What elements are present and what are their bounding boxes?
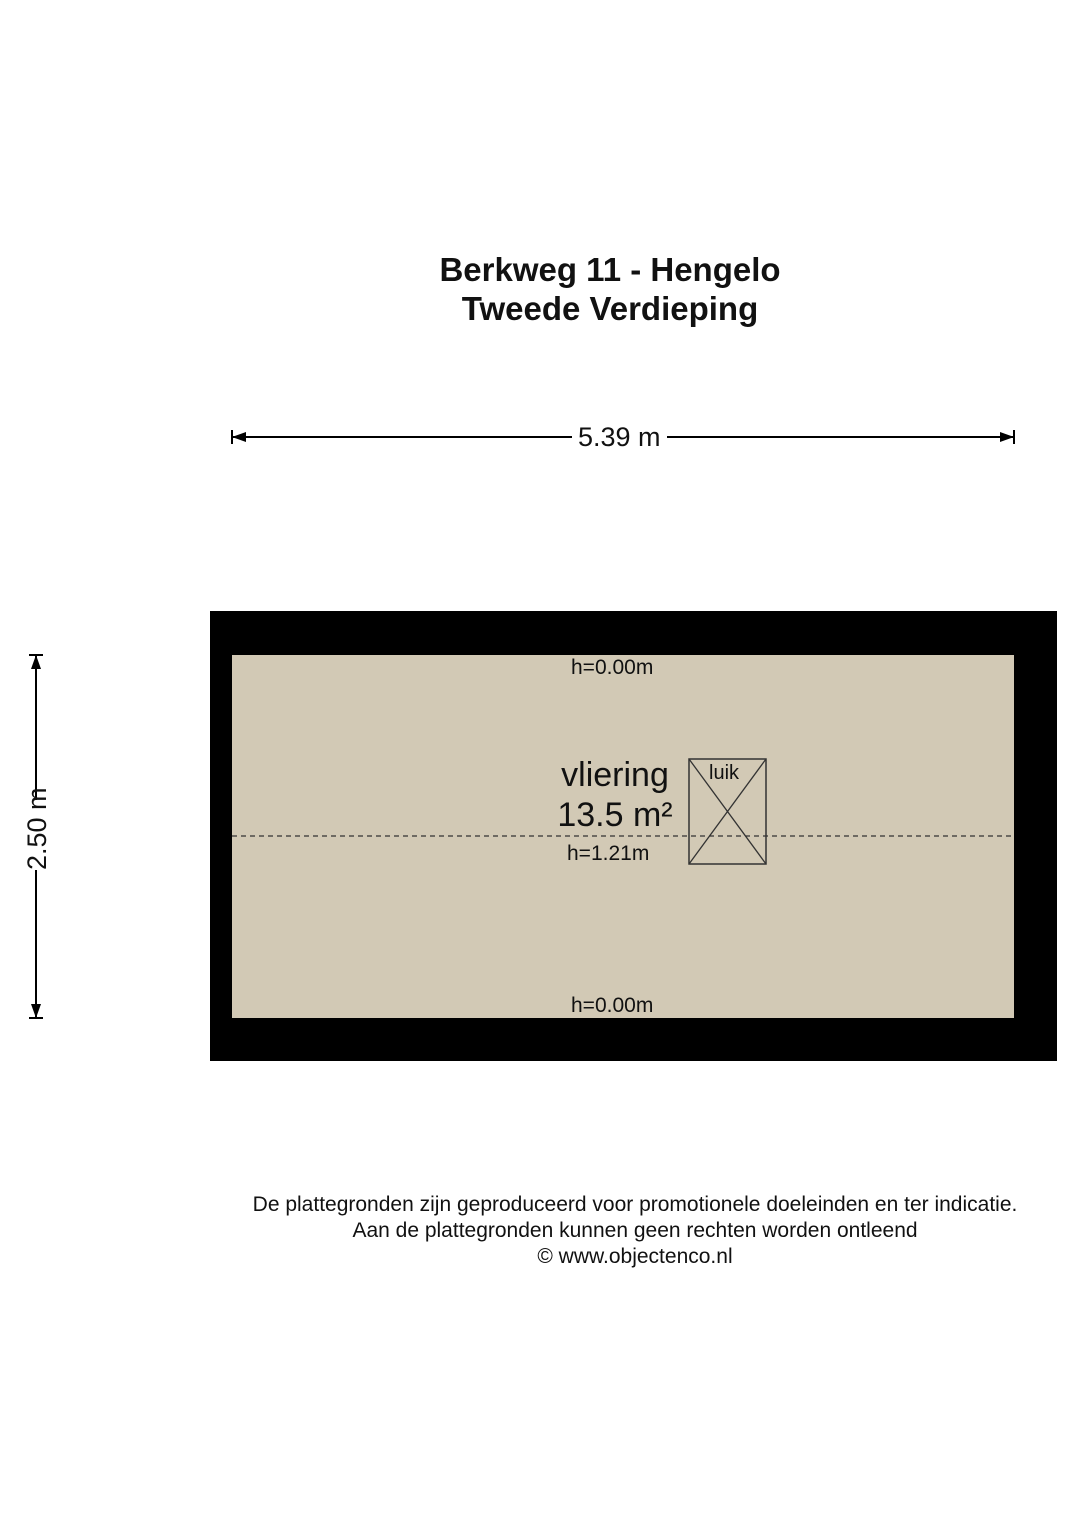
arrow-right-icon	[1000, 432, 1014, 442]
height-label-ridge: h=1.21m	[567, 842, 650, 865]
height-dimension-label: 2.50 m	[22, 787, 52, 870]
width-dimension-label: 5.39 m	[572, 422, 667, 452]
height-label-top: h=0.00m	[571, 656, 654, 679]
room-area: 13.5 m²	[557, 796, 673, 834]
copyright-line: © www.objectenco.nl	[537, 1245, 733, 1268]
page-title: Berkweg 11 - Hengelo	[439, 251, 781, 288]
hatch-label: luik	[709, 762, 740, 784]
room-name: vliering	[561, 756, 669, 794]
height-label-bottom: h=0.00m	[571, 994, 654, 1017]
arrow-down-icon	[31, 1004, 41, 1018]
disclaimer-line-2: Aan de plattegronden kunnen geen rechten worden ontleend	[352, 1219, 918, 1242]
floor-subtitle: Tweede Verdieping	[461, 290, 759, 327]
arrow-up-icon	[31, 655, 41, 669]
disclaimer-line-1: De plattegronden zijn geproduceerd voor promotionele doeleinden en ter indicatie.	[252, 1193, 1018, 1216]
arrow-left-icon	[232, 432, 246, 442]
